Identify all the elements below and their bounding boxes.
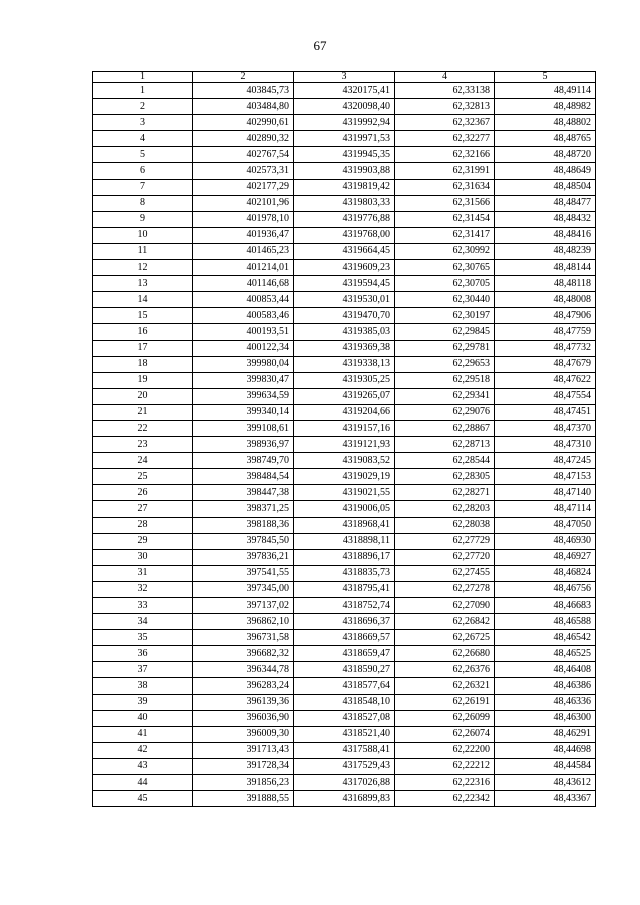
x-coordinate-cell: 400122,34 — [193, 340, 294, 356]
x-coordinate-cell: 401465,23 — [193, 243, 294, 259]
y-coordinate-cell: 4318752,74 — [294, 598, 395, 614]
y-coordinate-cell: 4318669,57 — [294, 630, 395, 646]
point-number-cell: 9 — [93, 211, 193, 227]
longitude-cell: 62,22200 — [395, 742, 495, 758]
table-row — [93, 710, 596, 726]
column-header: 5 — [495, 72, 596, 83]
point-number-cell: 35 — [93, 630, 193, 646]
latitude-cell: 48,44584 — [495, 758, 596, 774]
y-coordinate-cell: 4319385,03 — [294, 324, 395, 340]
table-row — [93, 453, 596, 469]
y-coordinate-cell: 4319006,05 — [294, 501, 395, 517]
table-row — [93, 726, 596, 742]
longitude-cell: 62,29653 — [395, 356, 495, 372]
x-coordinate-cell: 402767,54 — [193, 147, 294, 163]
latitude-cell: 48,44698 — [495, 742, 596, 758]
longitude-cell: 62,32277 — [395, 131, 495, 147]
latitude-cell: 48,49114 — [495, 83, 596, 99]
y-coordinate-cell: 4319305,25 — [294, 372, 395, 388]
latitude-cell: 48,46683 — [495, 598, 596, 614]
point-number-cell: 28 — [93, 517, 193, 533]
y-coordinate-cell: 4319594,45 — [294, 276, 395, 292]
y-coordinate-cell: 4319992,94 — [294, 115, 395, 131]
y-coordinate-cell: 4319265,07 — [294, 388, 395, 404]
longitude-cell: 62,29781 — [395, 340, 495, 356]
point-number-cell: 18 — [93, 356, 193, 372]
x-coordinate-cell: 402573,31 — [193, 163, 294, 179]
x-coordinate-cell: 401978,10 — [193, 211, 294, 227]
latitude-cell: 48,48239 — [495, 243, 596, 259]
latitude-cell: 48,47732 — [495, 340, 596, 356]
x-coordinate-cell: 403484,80 — [193, 99, 294, 115]
point-number-cell: 38 — [93, 678, 193, 694]
point-number-cell: 37 — [93, 662, 193, 678]
coordinates-table — [92, 71, 596, 807]
x-coordinate-cell: 396283,24 — [193, 678, 294, 694]
x-coordinate-cell: 400193,51 — [193, 324, 294, 340]
table-row — [93, 356, 596, 372]
y-coordinate-cell: 4319021,55 — [294, 485, 395, 501]
longitude-cell: 62,26725 — [395, 630, 495, 646]
table-row — [93, 163, 596, 179]
table-row — [93, 581, 596, 597]
latitude-cell: 48,48504 — [495, 179, 596, 195]
longitude-cell: 62,31454 — [395, 211, 495, 227]
point-number-cell: 11 — [93, 243, 193, 259]
point-number-cell: 42 — [93, 742, 193, 758]
longitude-cell: 62,26842 — [395, 614, 495, 630]
table-row — [93, 131, 596, 147]
point-number-cell: 12 — [93, 260, 193, 276]
x-coordinate-cell: 403845,73 — [193, 83, 294, 99]
longitude-cell: 62,29341 — [395, 388, 495, 404]
table-row — [93, 437, 596, 453]
latitude-cell: 48,46930 — [495, 533, 596, 549]
table-row — [93, 404, 596, 420]
latitude-cell: 48,48802 — [495, 115, 596, 131]
x-coordinate-cell: 398371,25 — [193, 501, 294, 517]
point-number-cell: 19 — [93, 372, 193, 388]
latitude-cell: 48,48982 — [495, 99, 596, 115]
table-row — [93, 211, 596, 227]
point-number-cell: 16 — [93, 324, 193, 340]
table-row — [93, 533, 596, 549]
y-coordinate-cell: 4319338,13 — [294, 356, 395, 372]
point-number-cell: 4 — [93, 131, 193, 147]
y-coordinate-cell: 4319945,35 — [294, 147, 395, 163]
column-header: 4 — [395, 72, 495, 83]
longitude-cell: 62,22316 — [395, 775, 495, 791]
latitude-cell: 48,47622 — [495, 372, 596, 388]
latitude-cell: 48,48008 — [495, 292, 596, 308]
table-row — [93, 260, 596, 276]
longitude-cell: 62,30765 — [395, 260, 495, 276]
y-coordinate-cell: 4318835,73 — [294, 565, 395, 581]
x-coordinate-cell: 399340,14 — [193, 404, 294, 420]
table-row — [93, 243, 596, 259]
x-coordinate-cell: 397845,50 — [193, 533, 294, 549]
point-number-cell: 20 — [93, 388, 193, 404]
point-number-cell: 17 — [93, 340, 193, 356]
longitude-cell: 62,26099 — [395, 710, 495, 726]
longitude-cell: 62,30705 — [395, 276, 495, 292]
point-number-cell: 33 — [93, 598, 193, 614]
y-coordinate-cell: 4319971,53 — [294, 131, 395, 147]
table-row — [93, 678, 596, 694]
x-coordinate-cell: 402177,29 — [193, 179, 294, 195]
x-coordinate-cell: 400583,46 — [193, 308, 294, 324]
longitude-cell: 62,32367 — [395, 115, 495, 131]
longitude-cell: 62,28867 — [395, 420, 495, 436]
y-coordinate-cell: 4320175,41 — [294, 83, 395, 99]
table-header-row — [93, 72, 596, 83]
latitude-cell: 48,43612 — [495, 775, 596, 791]
y-coordinate-cell: 4319803,33 — [294, 195, 395, 211]
table-row — [93, 195, 596, 211]
point-number-cell: 15 — [93, 308, 193, 324]
x-coordinate-cell: 396344,78 — [193, 662, 294, 678]
x-coordinate-cell: 398484,54 — [193, 469, 294, 485]
longitude-cell: 62,29845 — [395, 324, 495, 340]
table-row — [93, 485, 596, 501]
x-coordinate-cell: 401214,01 — [193, 260, 294, 276]
table-row — [93, 83, 596, 99]
y-coordinate-cell: 4319664,45 — [294, 243, 395, 259]
y-coordinate-cell: 4318659,47 — [294, 646, 395, 662]
longitude-cell: 62,22342 — [395, 791, 495, 807]
latitude-cell: 48,46542 — [495, 630, 596, 646]
x-coordinate-cell: 396139,36 — [193, 694, 294, 710]
x-coordinate-cell: 402890,32 — [193, 131, 294, 147]
y-coordinate-cell: 4318968,41 — [294, 517, 395, 533]
longitude-cell: 62,30440 — [395, 292, 495, 308]
point-number-cell: 2 — [93, 99, 193, 115]
table-row — [93, 549, 596, 565]
point-number-cell: 21 — [93, 404, 193, 420]
x-coordinate-cell: 391888,55 — [193, 791, 294, 807]
y-coordinate-cell: 4319768,00 — [294, 227, 395, 243]
table-row — [93, 147, 596, 163]
point-number-cell: 6 — [93, 163, 193, 179]
table-row — [93, 694, 596, 710]
column-header: 1 — [93, 72, 193, 83]
x-coordinate-cell: 396731,58 — [193, 630, 294, 646]
x-coordinate-cell: 391856,23 — [193, 775, 294, 791]
longitude-cell: 62,30992 — [395, 243, 495, 259]
y-coordinate-cell: 4317026,88 — [294, 775, 395, 791]
latitude-cell: 48,47759 — [495, 324, 596, 340]
latitude-cell: 48,47679 — [495, 356, 596, 372]
x-coordinate-cell: 397137,02 — [193, 598, 294, 614]
x-coordinate-cell: 402101,96 — [193, 195, 294, 211]
table-row — [93, 372, 596, 388]
table-row — [93, 517, 596, 533]
longitude-cell: 62,33138 — [395, 83, 495, 99]
table-row — [93, 742, 596, 758]
x-coordinate-cell: 398188,36 — [193, 517, 294, 533]
longitude-cell: 62,29076 — [395, 404, 495, 420]
x-coordinate-cell: 401936,47 — [193, 227, 294, 243]
latitude-cell: 48,47245 — [495, 453, 596, 469]
table-row — [93, 565, 596, 581]
y-coordinate-cell: 4319530,01 — [294, 292, 395, 308]
y-coordinate-cell: 4319609,23 — [294, 260, 395, 276]
y-coordinate-cell: 4319369,38 — [294, 340, 395, 356]
point-number-cell: 25 — [93, 469, 193, 485]
latitude-cell: 48,47140 — [495, 485, 596, 501]
point-number-cell: 27 — [93, 501, 193, 517]
latitude-cell: 48,46756 — [495, 581, 596, 597]
longitude-cell: 62,27729 — [395, 533, 495, 549]
table-row — [93, 775, 596, 791]
latitude-cell: 48,48649 — [495, 163, 596, 179]
longitude-cell: 62,26680 — [395, 646, 495, 662]
point-number-cell: 13 — [93, 276, 193, 292]
latitude-cell: 48,46300 — [495, 710, 596, 726]
table-row — [93, 646, 596, 662]
table-row — [93, 340, 596, 356]
table-row — [93, 227, 596, 243]
point-number-cell: 23 — [93, 437, 193, 453]
point-number-cell: 43 — [93, 758, 193, 774]
table-row — [93, 276, 596, 292]
x-coordinate-cell: 399980,04 — [193, 356, 294, 372]
longitude-cell: 62,26376 — [395, 662, 495, 678]
x-coordinate-cell: 397541,55 — [193, 565, 294, 581]
longitude-cell: 62,28713 — [395, 437, 495, 453]
x-coordinate-cell: 391728,34 — [193, 758, 294, 774]
y-coordinate-cell: 4320098,40 — [294, 99, 395, 115]
table-row — [93, 308, 596, 324]
table-row — [93, 630, 596, 646]
table-row — [93, 292, 596, 308]
column-header: 2 — [193, 72, 294, 83]
point-number-cell: 26 — [93, 485, 193, 501]
point-number-cell: 14 — [93, 292, 193, 308]
longitude-cell: 62,27278 — [395, 581, 495, 597]
point-number-cell: 40 — [93, 710, 193, 726]
latitude-cell: 48,46824 — [495, 565, 596, 581]
point-number-cell: 45 — [93, 791, 193, 807]
point-number-cell: 36 — [93, 646, 193, 662]
y-coordinate-cell: 4318590,27 — [294, 662, 395, 678]
longitude-cell: 62,26321 — [395, 678, 495, 694]
point-number-cell: 34 — [93, 614, 193, 630]
table-row — [93, 614, 596, 630]
point-number-cell: 41 — [93, 726, 193, 742]
longitude-cell: 62,31991 — [395, 163, 495, 179]
x-coordinate-cell: 396009,30 — [193, 726, 294, 742]
longitude-cell: 62,32813 — [395, 99, 495, 115]
longitude-cell: 62,30197 — [395, 308, 495, 324]
x-coordinate-cell: 399830,47 — [193, 372, 294, 388]
point-number-cell: 30 — [93, 549, 193, 565]
y-coordinate-cell: 4316899,83 — [294, 791, 395, 807]
table-row — [93, 115, 596, 131]
y-coordinate-cell: 4319083,52 — [294, 453, 395, 469]
latitude-cell: 48,47906 — [495, 308, 596, 324]
longitude-cell: 62,22212 — [395, 758, 495, 774]
point-number-cell: 32 — [93, 581, 193, 597]
x-coordinate-cell: 402990,61 — [193, 115, 294, 131]
latitude-cell: 48,48118 — [495, 276, 596, 292]
x-coordinate-cell: 398749,70 — [193, 453, 294, 469]
y-coordinate-cell: 4319903,88 — [294, 163, 395, 179]
longitude-cell: 62,28544 — [395, 453, 495, 469]
y-coordinate-cell: 4318527,08 — [294, 710, 395, 726]
latitude-cell: 48,46927 — [495, 549, 596, 565]
table-row — [93, 598, 596, 614]
table-row — [93, 99, 596, 115]
point-number-cell: 29 — [93, 533, 193, 549]
point-number-cell: 7 — [93, 179, 193, 195]
point-number-cell: 31 — [93, 565, 193, 581]
y-coordinate-cell: 4318898,11 — [294, 533, 395, 549]
y-coordinate-cell: 4318896,17 — [294, 549, 395, 565]
latitude-cell: 48,46291 — [495, 726, 596, 742]
x-coordinate-cell: 396862,10 — [193, 614, 294, 630]
point-number-cell: 44 — [93, 775, 193, 791]
x-coordinate-cell: 399108,61 — [193, 420, 294, 436]
x-coordinate-cell: 398447,38 — [193, 485, 294, 501]
latitude-cell: 48,47114 — [495, 501, 596, 517]
y-coordinate-cell: 4318696,37 — [294, 614, 395, 630]
latitude-cell: 48,43367 — [495, 791, 596, 807]
x-coordinate-cell: 401146,68 — [193, 276, 294, 292]
x-coordinate-cell: 400853,44 — [193, 292, 294, 308]
point-number-cell: 24 — [93, 453, 193, 469]
table-row — [93, 501, 596, 517]
page-number: 67 — [313, 38, 327, 53]
y-coordinate-cell: 4318795,41 — [294, 581, 395, 597]
longitude-cell: 62,27455 — [395, 565, 495, 581]
latitude-cell: 48,46408 — [495, 662, 596, 678]
y-coordinate-cell: 4317588,41 — [294, 742, 395, 758]
longitude-cell: 62,31566 — [395, 195, 495, 211]
latitude-cell: 48,48432 — [495, 211, 596, 227]
latitude-cell: 48,47050 — [495, 517, 596, 533]
longitude-cell: 62,31634 — [395, 179, 495, 195]
y-coordinate-cell: 4318577,64 — [294, 678, 395, 694]
latitude-cell: 48,47153 — [495, 469, 596, 485]
longitude-cell: 62,28203 — [395, 501, 495, 517]
latitude-cell: 48,48416 — [495, 227, 596, 243]
longitude-cell: 62,27090 — [395, 598, 495, 614]
latitude-cell: 48,46525 — [495, 646, 596, 662]
y-coordinate-cell: 4317529,43 — [294, 758, 395, 774]
latitude-cell: 48,48765 — [495, 131, 596, 147]
y-coordinate-cell: 4319029,19 — [294, 469, 395, 485]
y-coordinate-cell: 4319204,66 — [294, 404, 395, 420]
longitude-cell: 62,27720 — [395, 549, 495, 565]
point-number-cell: 22 — [93, 420, 193, 436]
point-number-cell: 1 — [93, 83, 193, 99]
y-coordinate-cell: 4318548,10 — [294, 694, 395, 710]
point-number-cell: 5 — [93, 147, 193, 163]
y-coordinate-cell: 4319470,70 — [294, 308, 395, 324]
y-coordinate-cell: 4318521,40 — [294, 726, 395, 742]
longitude-cell: 62,28038 — [395, 517, 495, 533]
longitude-cell: 62,28305 — [395, 469, 495, 485]
table-row — [93, 469, 596, 485]
y-coordinate-cell: 4319776,88 — [294, 211, 395, 227]
latitude-cell: 48,47370 — [495, 420, 596, 436]
latitude-cell: 48,46588 — [495, 614, 596, 630]
table-row — [93, 388, 596, 404]
point-number-cell: 39 — [93, 694, 193, 710]
point-number-cell: 3 — [93, 115, 193, 131]
latitude-cell: 48,48720 — [495, 147, 596, 163]
longitude-cell: 62,32166 — [395, 147, 495, 163]
x-coordinate-cell: 399634,59 — [193, 388, 294, 404]
x-coordinate-cell: 391713,43 — [193, 742, 294, 758]
coordinates-table-body — [93, 72, 596, 807]
point-number-cell: 10 — [93, 227, 193, 243]
table-row — [93, 324, 596, 340]
latitude-cell: 48,47451 — [495, 404, 596, 420]
longitude-cell: 62,26074 — [395, 726, 495, 742]
x-coordinate-cell: 397836,21 — [193, 549, 294, 565]
table-row — [93, 420, 596, 436]
point-number-cell: 8 — [93, 195, 193, 211]
x-coordinate-cell: 397345,00 — [193, 581, 294, 597]
x-coordinate-cell: 398936,97 — [193, 437, 294, 453]
longitude-cell: 62,26191 — [395, 694, 495, 710]
latitude-cell: 48,47554 — [495, 388, 596, 404]
x-coordinate-cell: 396036,90 — [193, 710, 294, 726]
longitude-cell: 62,28271 — [395, 485, 495, 501]
column-header: 3 — [294, 72, 395, 83]
x-coordinate-cell: 396682,32 — [193, 646, 294, 662]
table-row — [93, 758, 596, 774]
longitude-cell: 62,31417 — [395, 227, 495, 243]
table-row — [93, 179, 596, 195]
latitude-cell: 48,47310 — [495, 437, 596, 453]
y-coordinate-cell: 4319819,42 — [294, 179, 395, 195]
latitude-cell: 48,46386 — [495, 678, 596, 694]
latitude-cell: 48,48144 — [495, 260, 596, 276]
latitude-cell: 48,48477 — [495, 195, 596, 211]
longitude-cell: 62,29518 — [395, 372, 495, 388]
y-coordinate-cell: 4319121,93 — [294, 437, 395, 453]
latitude-cell: 48,46336 — [495, 694, 596, 710]
table-row — [93, 662, 596, 678]
y-coordinate-cell: 4319157,16 — [294, 420, 395, 436]
table-row — [93, 791, 596, 807]
